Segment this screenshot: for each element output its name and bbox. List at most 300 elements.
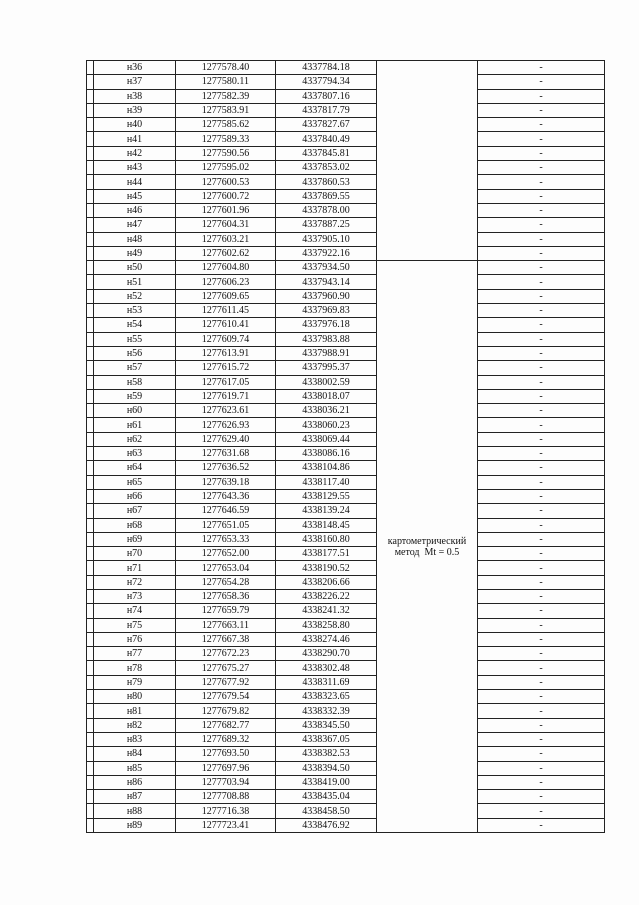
point-id-cell: н89 [94,818,176,832]
accuracy-value-cell: - [478,604,605,618]
table-row [87,375,605,389]
x-coordinate-cell: 1277651.05 [176,518,276,532]
row-margin-cell [87,704,94,718]
point-id-cell: н45 [94,189,176,203]
row-margin-cell [87,418,94,432]
table-row [87,547,605,561]
table-row [87,218,605,232]
point-id-cell: н58 [94,375,176,389]
point-id-cell: н48 [94,232,176,246]
point-id-cell: н63 [94,447,176,461]
y-coordinate-cell: 4338177.51 [276,547,377,561]
x-coordinate-cell: 1277653.04 [176,561,276,575]
x-coordinate-cell: 1277679.82 [176,704,276,718]
accuracy-value-cell: - [478,690,605,704]
x-coordinate-cell: 1277600.53 [176,175,276,189]
table-row [87,189,605,203]
accuracy-value-cell: - [478,61,605,75]
y-coordinate-cell: 4338367.05 [276,732,377,746]
accuracy-value-cell: - [478,361,605,375]
y-coordinate-cell: 4337969.83 [276,304,377,318]
y-coordinate-cell: 4337960.90 [276,289,377,303]
x-coordinate-cell: 1277663.11 [176,618,276,632]
point-id-cell: н70 [94,547,176,561]
y-coordinate-cell: 4337976.18 [276,318,377,332]
point-id-cell: н41 [94,132,176,146]
x-coordinate-cell: 1277693.50 [176,747,276,761]
accuracy-value-cell: - [478,89,605,103]
row-margin-cell [87,518,94,532]
accuracy-value-cell: - [478,532,605,546]
y-coordinate-cell: 4338148.45 [276,518,377,532]
y-coordinate-cell: 4338129.55 [276,489,377,503]
table-row [87,103,605,117]
y-coordinate-cell: 4337887.25 [276,218,377,232]
row-margin-cell [87,346,94,360]
accuracy-value-cell: - [478,175,605,189]
x-coordinate-cell: 1277615.72 [176,361,276,375]
table-row [87,532,605,546]
point-id-cell: н79 [94,675,176,689]
point-id-cell: н50 [94,261,176,275]
table-row [87,518,605,532]
accuracy-value-cell: - [478,304,605,318]
y-coordinate-cell: 4338311.69 [276,675,377,689]
x-coordinate-cell: 1277631.68 [176,447,276,461]
row-margin-cell [87,389,94,403]
y-coordinate-cell: 4337934.50 [276,261,377,275]
accuracy-value-cell: - [478,504,605,518]
y-coordinate-cell: 4337878.00 [276,203,377,217]
table-row [87,775,605,789]
point-id-cell: н55 [94,332,176,346]
y-coordinate-cell: 4337784.18 [276,61,377,75]
x-coordinate-cell: 1277606.23 [176,275,276,289]
accuracy-value-cell: - [478,232,605,246]
row-margin-cell [87,661,94,675]
accuracy-value-cell: - [478,747,605,761]
row-margin-cell [87,547,94,561]
row-margin-cell [87,261,94,275]
point-id-cell: н53 [94,304,176,318]
row-margin-cell [87,618,94,632]
accuracy-value-cell: - [478,589,605,603]
row-margin-cell [87,118,94,132]
row-margin-cell [87,61,94,75]
accuracy-value-cell: - [478,775,605,789]
x-coordinate-cell: 1277583.91 [176,103,276,117]
row-margin-cell [87,675,94,689]
point-id-cell: н65 [94,475,176,489]
y-coordinate-cell: 4338290.70 [276,647,377,661]
row-margin-cell [87,132,94,146]
table-row [87,475,605,489]
table-row [87,647,605,661]
accuracy-value-cell: - [478,461,605,475]
table-row [87,132,605,146]
row-margin-cell [87,690,94,704]
table-row [87,561,605,575]
y-coordinate-cell: 4338345.50 [276,718,377,732]
point-id-cell: н88 [94,804,176,818]
x-coordinate-cell: 1277723.41 [176,818,276,832]
x-coordinate-cell: 1277600.72 [176,189,276,203]
row-margin-cell [87,432,94,446]
row-margin-cell [87,175,94,189]
point-id-cell: н85 [94,761,176,775]
x-coordinate-cell: 1277667.38 [176,632,276,646]
x-coordinate-cell: 1277589.33 [176,132,276,146]
row-margin-cell [87,804,94,818]
x-coordinate-cell: 1277643.36 [176,489,276,503]
point-id-cell: н86 [94,775,176,789]
accuracy-value-cell: - [478,761,605,775]
x-coordinate-cell: 1277610.41 [176,318,276,332]
point-id-cell: н69 [94,532,176,546]
accuracy-value-cell: - [478,261,605,275]
y-coordinate-cell: 4338018.07 [276,389,377,403]
y-coordinate-cell: 4338332.39 [276,704,377,718]
y-coordinate-cell: 4338394.50 [276,761,377,775]
y-coordinate-cell: 4338002.59 [276,375,377,389]
table-row [87,589,605,603]
row-margin-cell [87,818,94,832]
accuracy-value-cell: - [478,475,605,489]
x-coordinate-cell: 1277682.77 [176,718,276,732]
x-coordinate-cell: 1277602.62 [176,246,276,260]
table-row [87,203,605,217]
table-row [87,261,605,275]
point-id-cell: н47 [94,218,176,232]
row-margin-cell [87,218,94,232]
y-coordinate-cell: 4337988.91 [276,346,377,360]
table-row [87,404,605,418]
point-id-cell: н83 [94,732,176,746]
table-row [87,275,605,289]
y-coordinate-cell: 4337845.81 [276,146,377,160]
y-coordinate-cell: 4338206.66 [276,575,377,589]
y-coordinate-cell: 4338274.46 [276,632,377,646]
x-coordinate-cell: 1277595.02 [176,161,276,175]
table-row [87,732,605,746]
accuracy-value-cell: - [478,332,605,346]
x-coordinate-cell: 1277672.23 [176,647,276,661]
table-row [87,675,605,689]
row-margin-cell [87,461,94,475]
accuracy-value-cell: - [478,275,605,289]
y-coordinate-cell: 4338419.00 [276,775,377,789]
table-row [87,346,605,360]
row-margin-cell [87,532,94,546]
accuracy-value-cell: - [478,818,605,832]
point-id-cell: н87 [94,790,176,804]
accuracy-value-cell: - [478,161,605,175]
x-coordinate-cell: 1277623.61 [176,404,276,418]
x-coordinate-cell: 1277609.74 [176,332,276,346]
x-coordinate-cell: 1277639.18 [176,475,276,489]
accuracy-value-cell: - [478,246,605,260]
y-coordinate-cell: 4338323.65 [276,690,377,704]
table-row [87,790,605,804]
accuracy-value-cell: - [478,289,605,303]
accuracy-value-cell: - [478,647,605,661]
table-row [87,361,605,375]
point-id-cell: н59 [94,389,176,403]
method-cell [377,261,478,833]
accuracy-value-cell: - [478,132,605,146]
point-id-cell: н39 [94,103,176,117]
point-id-cell: н77 [94,647,176,661]
x-coordinate-cell: 1277653.33 [176,532,276,546]
row-margin-cell [87,475,94,489]
accuracy-value-cell: - [478,618,605,632]
x-coordinate-cell: 1277708.88 [176,790,276,804]
accuracy-value-cell: - [478,432,605,446]
row-margin-cell [87,504,94,518]
y-coordinate-cell: 4337853.02 [276,161,377,175]
row-margin-cell [87,404,94,418]
point-id-cell: н68 [94,518,176,532]
row-margin-cell [87,747,94,761]
x-coordinate-cell: 1277646.59 [176,504,276,518]
point-id-cell: н78 [94,661,176,675]
table-row [87,747,605,761]
x-coordinate-cell: 1277689.32 [176,732,276,746]
table-row [87,418,605,432]
point-id-cell: н61 [94,418,176,432]
table-row [87,175,605,189]
row-margin-cell [87,289,94,303]
y-coordinate-cell: 4337817.79 [276,103,377,117]
table-row [87,318,605,332]
method-name: картометрический [387,535,467,547]
x-coordinate-cell: 1277604.31 [176,218,276,232]
accuracy-value-cell: - [478,375,605,389]
row-margin-cell [87,761,94,775]
x-coordinate-cell: 1277675.27 [176,661,276,675]
accuracy-value-cell: - [478,218,605,232]
x-coordinate-cell: 1277716.38 [176,804,276,818]
row-margin-cell [87,304,94,318]
y-coordinate-cell: 4338117.40 [276,475,377,489]
accuracy-value-cell: - [478,318,605,332]
row-margin-cell [87,146,94,160]
y-coordinate-cell: 4337869.55 [276,189,377,203]
x-coordinate-cell: 1277658.36 [176,589,276,603]
point-id-cell: н71 [94,561,176,575]
x-coordinate-cell: 1277659.79 [176,604,276,618]
y-coordinate-cell: 4337807.16 [276,89,377,103]
y-coordinate-cell: 4338476.92 [276,818,377,832]
point-id-cell: н74 [94,604,176,618]
point-id-cell: н56 [94,346,176,360]
point-id-cell: н75 [94,618,176,632]
point-id-cell: н51 [94,275,176,289]
accuracy-value-cell: - [478,518,605,532]
accuracy-value-cell: - [478,804,605,818]
y-coordinate-cell: 4338258.80 [276,618,377,632]
y-coordinate-cell: 4338104.86 [276,461,377,475]
row-margin-cell [87,189,94,203]
point-id-cell: н82 [94,718,176,732]
x-coordinate-cell: 1277580.11 [176,75,276,89]
y-coordinate-cell: 4338069.44 [276,432,377,446]
y-coordinate-cell: 4338302.48 [276,661,377,675]
table-row [87,447,605,461]
accuracy-value-cell: - [478,118,605,132]
row-margin-cell [87,604,94,618]
accuracy-value-cell: - [478,732,605,746]
accuracy-value-cell: - [478,404,605,418]
table-row [87,432,605,446]
row-margin-cell [87,161,94,175]
x-coordinate-cell: 1277619.71 [176,389,276,403]
table-row [87,618,605,632]
point-id-cell: н38 [94,89,176,103]
table-row [87,232,605,246]
row-margin-cell [87,232,94,246]
y-coordinate-cell: 4338060.23 [276,418,377,432]
table-row [87,146,605,160]
row-margin-cell [87,575,94,589]
accuracy-value-cell: - [478,718,605,732]
accuracy-value-cell: - [478,103,605,117]
row-margin-cell [87,790,94,804]
row-margin-cell [87,489,94,503]
table-row [87,704,605,718]
row-margin-cell [87,203,94,217]
row-margin-cell [87,275,94,289]
row-margin-cell [87,718,94,732]
x-coordinate-cell: 1277585.62 [176,118,276,132]
y-coordinate-cell: 4338226.22 [276,589,377,603]
y-coordinate-cell: 4337827.67 [276,118,377,132]
point-id-cell: н76 [94,632,176,646]
row-margin-cell [87,732,94,746]
point-id-cell: н37 [94,75,176,89]
x-coordinate-cell: 1277629.40 [176,432,276,446]
accuracy-value-cell: - [478,661,605,675]
method-accuracy: метод Mt = 0.5 [394,546,460,558]
table-row [87,575,605,589]
point-id-cell: н80 [94,690,176,704]
x-coordinate-cell: 1277617.05 [176,375,276,389]
x-coordinate-cell: 1277626.93 [176,418,276,432]
point-id-cell: н66 [94,489,176,503]
y-coordinate-cell: 4338382.53 [276,747,377,761]
x-coordinate-cell: 1277601.96 [176,203,276,217]
row-margin-cell [87,361,94,375]
y-coordinate-cell: 4338086.16 [276,447,377,461]
accuracy-value-cell: - [478,790,605,804]
table-row [87,690,605,704]
table-row [87,118,605,132]
table-row [87,61,605,75]
accuracy-value-cell: - [478,189,605,203]
row-margin-cell [87,775,94,789]
table-row [87,289,605,303]
y-coordinate-cell: 4337860.53 [276,175,377,189]
table-row [87,632,605,646]
table-row [87,489,605,503]
y-coordinate-cell: 4337983.88 [276,332,377,346]
x-coordinate-cell: 1277654.28 [176,575,276,589]
table-row [87,461,605,475]
point-id-cell: н52 [94,289,176,303]
table-row [87,804,605,818]
accuracy-value-cell: - [478,146,605,160]
x-coordinate-cell: 1277613.91 [176,346,276,360]
accuracy-value-cell: - [478,418,605,432]
row-margin-cell [87,375,94,389]
row-margin-cell [87,103,94,117]
point-id-cell: н81 [94,704,176,718]
table-row [87,761,605,775]
y-coordinate-cell: 4337943.14 [276,275,377,289]
point-id-cell: н44 [94,175,176,189]
point-id-cell: н54 [94,318,176,332]
row-margin-cell [87,246,94,260]
table-row [87,661,605,675]
accuracy-value-cell: - [478,675,605,689]
row-margin-cell [87,447,94,461]
point-id-cell: н72 [94,575,176,589]
y-coordinate-cell: 4337995.37 [276,361,377,375]
x-coordinate-cell: 1277604.80 [176,261,276,275]
accuracy-value-cell: - [478,704,605,718]
accuracy-value-cell: - [478,561,605,575]
x-coordinate-cell: 1277636.52 [176,461,276,475]
accuracy-value-cell: - [478,489,605,503]
row-margin-cell [87,632,94,646]
table-row [87,75,605,89]
point-id-cell: н43 [94,161,176,175]
y-coordinate-cell: 4338190.52 [276,561,377,575]
point-id-cell: н62 [94,432,176,446]
y-coordinate-cell: 4338435.04 [276,790,377,804]
accuracy-value-cell: - [478,447,605,461]
accuracy-value-cell: - [478,75,605,89]
point-id-cell: н64 [94,461,176,475]
table-row [87,818,605,832]
accuracy-value-cell: - [478,346,605,360]
y-coordinate-cell: 4338241.32 [276,604,377,618]
coordinates-table [86,60,605,833]
x-coordinate-cell: 1277582.39 [176,89,276,103]
point-id-cell: н40 [94,118,176,132]
table-row [87,332,605,346]
accuracy-value-cell: - [478,632,605,646]
table-row [87,246,605,260]
x-coordinate-cell: 1277578.40 [176,61,276,75]
x-coordinate-cell: 1277652.00 [176,547,276,561]
y-coordinate-cell: 4338458.50 [276,804,377,818]
x-coordinate-cell: 1277703.94 [176,775,276,789]
x-coordinate-cell: 1277697.96 [176,761,276,775]
coordinates-table-body [87,61,605,833]
y-coordinate-cell: 4338036.21 [276,404,377,418]
method-cell-empty [377,61,478,261]
accuracy-value-cell: - [478,547,605,561]
point-id-cell: н60 [94,404,176,418]
y-coordinate-cell: 4338139.24 [276,504,377,518]
y-coordinate-cell: 4337905.10 [276,232,377,246]
x-coordinate-cell: 1277679.54 [176,690,276,704]
point-id-cell: н84 [94,747,176,761]
table-row [87,389,605,403]
row-margin-cell [87,332,94,346]
accuracy-value-cell: - [478,575,605,589]
